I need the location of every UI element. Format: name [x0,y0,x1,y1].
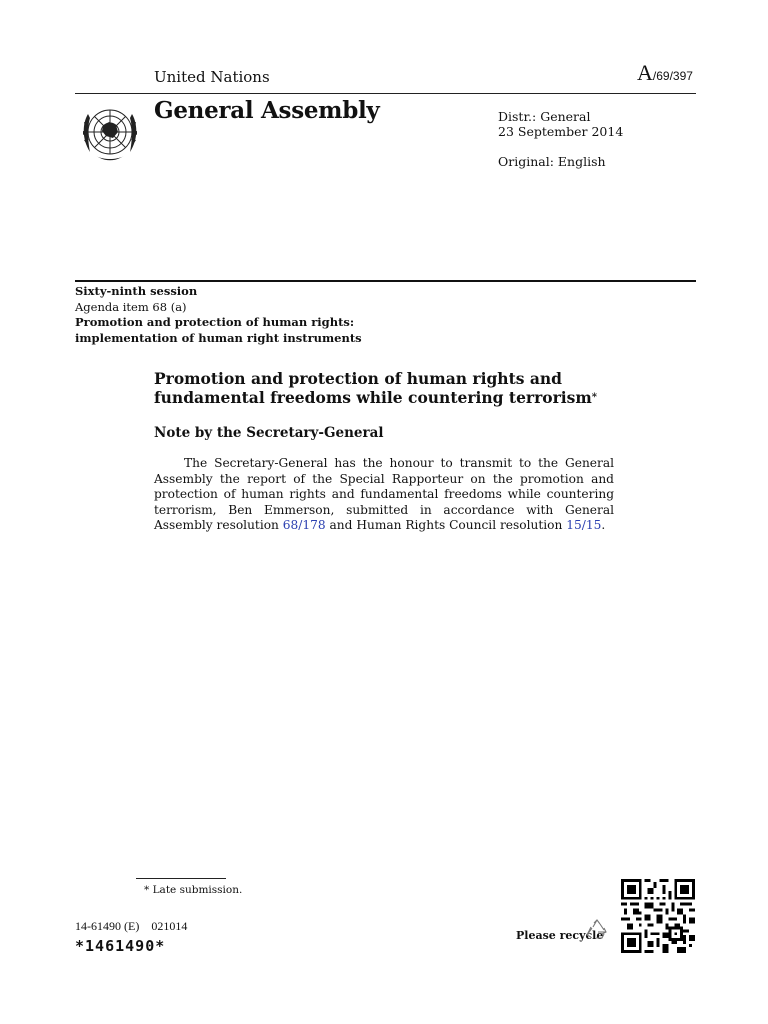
body-text-part3: . [601,518,606,533]
document-title [154,369,624,407]
document-subtitle: Note by the Secretary-General [154,425,384,441]
header-rule [75,93,696,94]
body-paragraph [154,456,614,534]
footnote-marker: * [591,392,598,403]
original-language: Original: English [498,154,606,169]
symbol-suffix: /69/397 [652,69,693,83]
resolution-link-15-15[interactable]: 15/15 [566,518,602,533]
org-name: United Nations [154,68,270,86]
symbol-prefix: A [637,60,653,85]
recycle-label: Please recycle [516,929,604,942]
body-title: General Assembly [154,97,380,124]
session-name: Sixty-ninth session [75,284,198,298]
recycle-icon [585,918,609,942]
un-emblem-icon [76,98,144,166]
agenda-title-line1: Promotion and protection of human rights: [75,315,355,329]
body-text-part2: and Human Rights Council resolution [325,518,567,533]
resolution-link-68-178[interactable]: 68/178 [282,518,326,533]
job-number: 14-61490 (E) 021014 [75,919,188,933]
session-rule [75,280,696,282]
agenda-title-line2: implementation of human right instruments [75,330,362,345]
issue-date: 23 September 2014 [498,124,624,139]
document-title-text: Promotion and protection of human rights and fundamental freedoms while countering terrorism [154,369,592,407]
footnote: * Late submission. [144,884,243,896]
footnote-rule [136,878,226,879]
document-symbol [637,60,693,86]
agenda-item: Agenda item 68 (a) [75,299,187,314]
barcode-text: *1461490* [75,937,166,955]
distribution-block [498,109,623,169]
distribution: Distr.: General [498,109,591,124]
session-block [75,284,362,346]
body-text-part1: The Secretary-General has the honour to transmit to the General Assembly the report of the Special Rapporteur on the promotion and protection of human rights and fundamental freedoms while countering terrorism, Ben Emmerson, submitted in accordance with General Assembly resolution [154,456,614,533]
qr-code-icon [621,879,695,953]
